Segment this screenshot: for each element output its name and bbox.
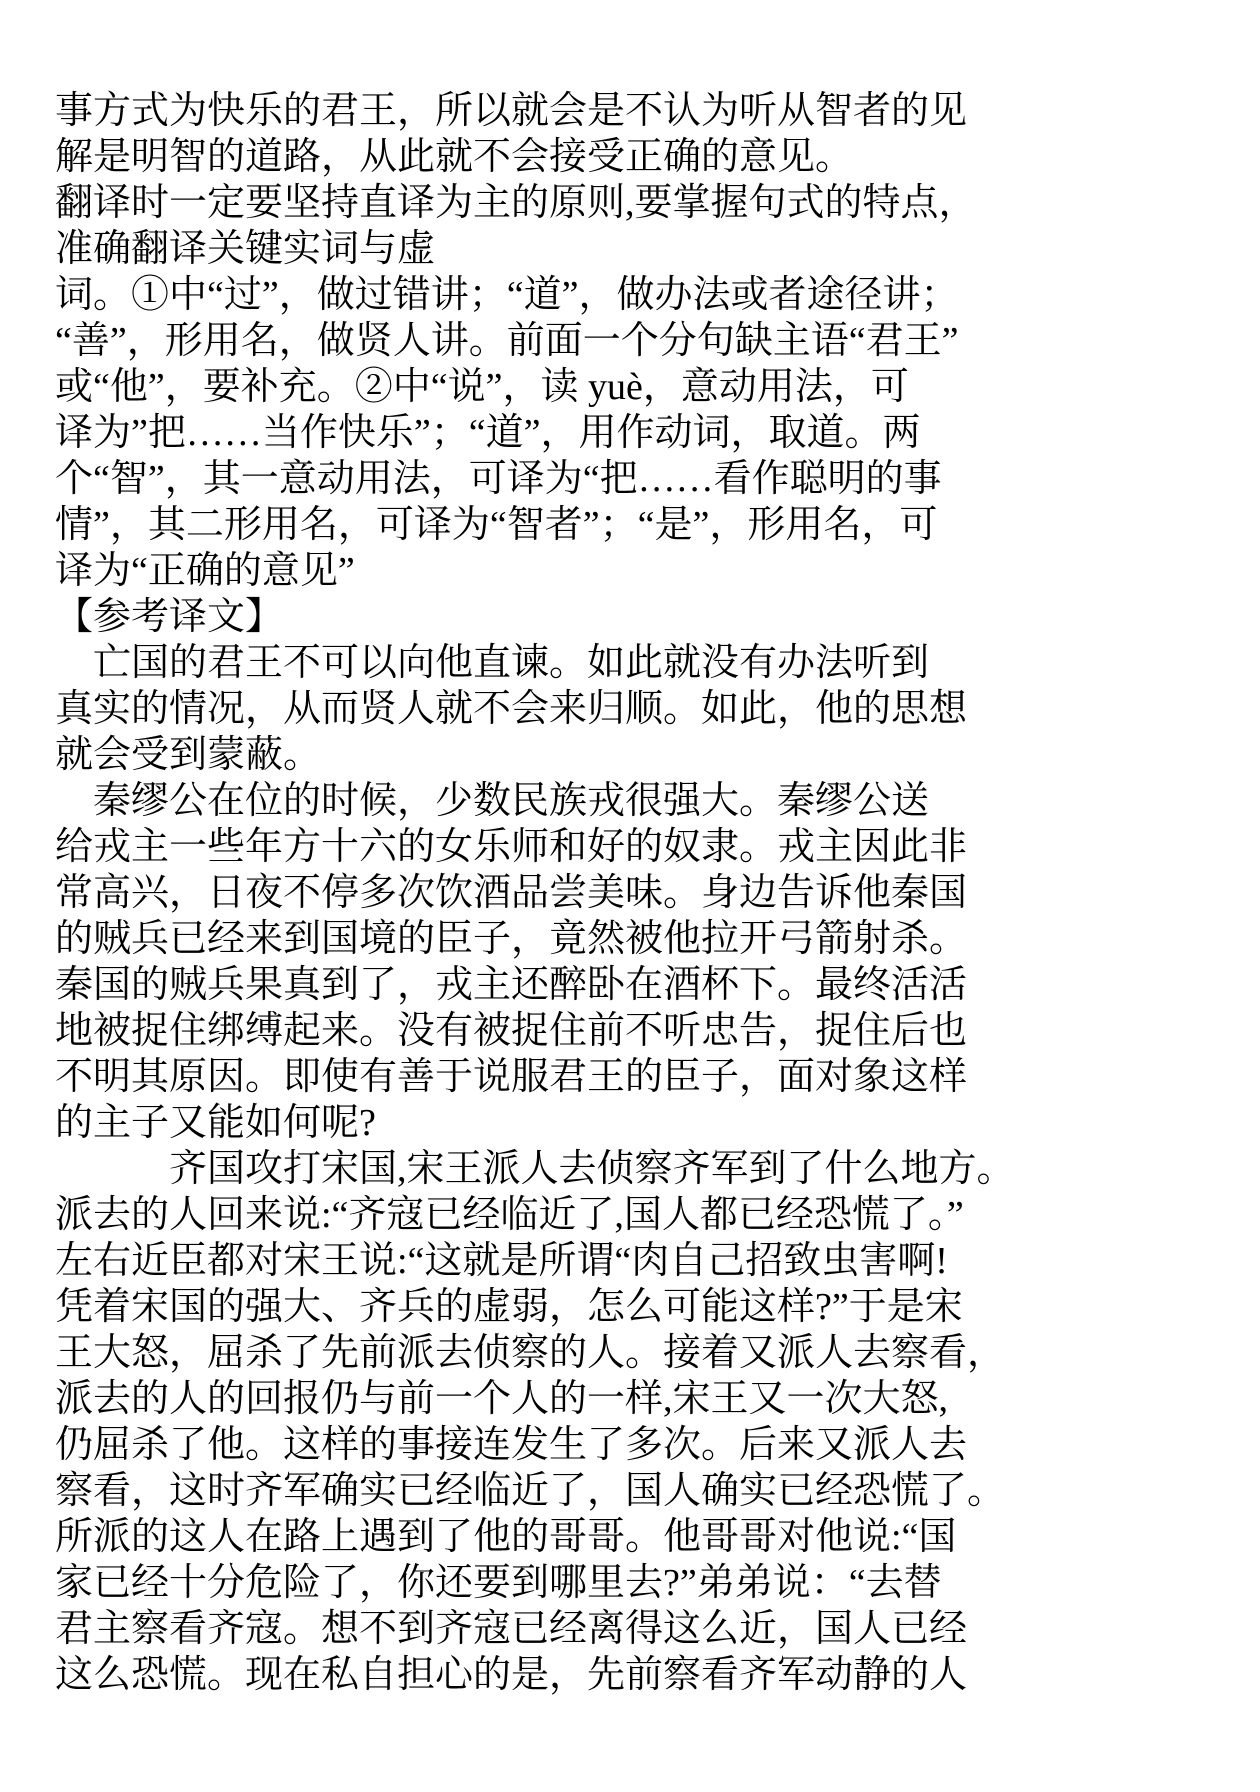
text-line: 地被捉住绑缚起来。没有被捉住前不听忠告，捉住后也 — [55, 1010, 968, 1052]
text-line: 情”，其二形用名，可译为“智者”；“是”，形用名，可 — [55, 504, 938, 546]
text-line: 家已经十分危险了，你还要到哪里去?”弟弟说：“去替 — [55, 1562, 942, 1604]
text-line: 译为”把……当作快乐”；“道”，用作动词，取道。两 — [55, 412, 921, 454]
text-line: 秦缪公在位的时候，少数民族戎很强大。秦缪公送 — [55, 780, 930, 822]
text-line: 解是明智的道路，从此就不会接受正确的意见。 — [55, 136, 854, 178]
text-line: 亡国的君王不可以向他直谏。如此就没有办法听到 — [55, 642, 930, 684]
text-line: 派去的人回来说:“齐寇已经临近了,国人都已经恐慌了。” — [55, 1194, 964, 1236]
text-line: 事方式为快乐的君王，所以就会是不认为听从智者的见 — [55, 90, 968, 132]
text-line: 不明其原因。即使有善于说服君王的臣子，面对象这样 — [55, 1056, 968, 1098]
text-line: 王大怒，屈杀了先前派去侦察的人。接着又派人去察看， — [55, 1332, 1006, 1374]
text-line: 凭着宋国的强大、齐兵的虚弱，怎么可能这样?”于是宋 — [55, 1286, 963, 1328]
text-line: “善”，形用名，做贤人讲。前面一个分句缺主语“君王” — [55, 320, 959, 362]
text-line: 个“智”，其一意动用法，可译为“把……看作聪明的事 — [55, 458, 942, 500]
text-line: 齐国攻打宋国,宋王派人去侦察齐军到了什么地方。 — [55, 1148, 1015, 1190]
text-line: 这么恐慌。现在私自担心的是，先前察看齐军动静的人 — [55, 1654, 968, 1696]
text-line: 【参考译文】 — [55, 596, 284, 638]
text-line: 或“他”，要补充。②中“说”，读 yuè，意动用法，可 — [55, 366, 909, 408]
text-line: 真实的情况，从而贤人就不会来归顺。如此，他的思想 — [55, 688, 968, 730]
text-line: 君主察看齐寇。想不到齐寇已经离得这么近，国人已经 — [55, 1608, 968, 1650]
text-line: 译为“正确的意见” — [55, 550, 355, 592]
text-line: 的主子又能如何呢? — [55, 1102, 376, 1144]
text-line: 察看，这时齐军确实已经临近了，国人确实已经恐慌了。 — [55, 1470, 1006, 1512]
text-line: 准确翻译关键实词与虚 — [55, 228, 436, 270]
text-line: 给戎主一些年方十六的女乐师和好的奴隶。戎主因此非 — [55, 826, 968, 868]
text-line: 派去的人的回报仍与前一个人的一样,宋王又一次大怒, — [55, 1378, 949, 1420]
text-line: 左右近臣都对宋王说:“这就是所谓“肉自己招致虫害啊! — [55, 1240, 948, 1282]
text-line: 的贼兵已经来到国境的臣子，竟然被他拉开弓箭射杀。 — [55, 918, 968, 960]
text-line: 所派的这人在路上遇到了他的哥哥。他哥哥对他说:“国 — [55, 1516, 957, 1558]
text-line: 翻译时一定要坚持直译为主的原则,要掌握句式的特点， — [55, 182, 977, 224]
text-block — [55, 88, 1015, 1698]
text-line: 常高兴，日夜不停多次饮酒品尝美味。身边告诉他秦国 — [55, 872, 968, 914]
text-line: 仍屈杀了他。这样的事接连发生了多次。后来又派人去 — [55, 1424, 968, 1466]
text-line: 词。①中“过”，做过错讲；“道”，做办法或者途径讲； — [55, 274, 959, 316]
text-line: 秦国的贼兵果真到了，戎主还醉卧在酒杯下。最终活活 — [55, 964, 968, 1006]
text-line: 就会受到蒙蔽。 — [55, 734, 322, 776]
